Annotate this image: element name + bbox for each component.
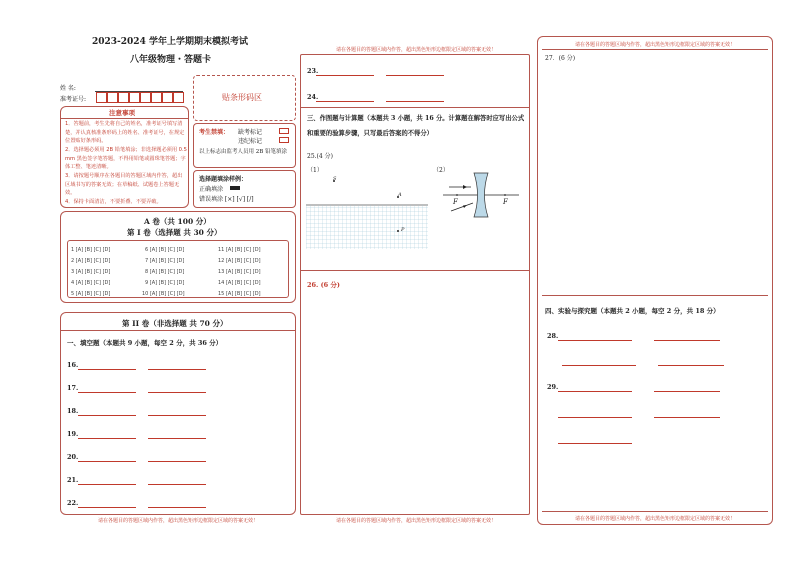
q27-label: 27．(6 分) — [545, 55, 576, 62]
answer-line[interactable] — [316, 75, 374, 76]
fill-correct-label: 正确填涂 — [199, 186, 224, 193]
notes-divider — [61, 118, 188, 119]
exam-id-digit-box[interactable] — [173, 92, 184, 103]
answer-line[interactable] — [558, 443, 632, 444]
answer-line[interactable] — [78, 438, 136, 439]
section4-divider — [542, 295, 768, 296]
fill-example-title: 选择题填涂样例： — [199, 176, 248, 183]
section3-title: 三、作图题与计算题（本题共 3 小题，共 16 分。计算题在解答时应写出公式和重要的验算步骤，只写最后答案的不得分） — [307, 115, 525, 137]
section-a-box — [60, 211, 296, 303]
right-column-box — [537, 36, 773, 525]
answer-line[interactable] — [562, 365, 636, 366]
question-number: 20. — [67, 453, 79, 461]
part1-title: 第 I 卷（选择题 共 30 分） — [127, 228, 222, 237]
question-number: 16. — [67, 361, 79, 369]
answer-line[interactable] — [148, 392, 206, 393]
point-a-label: A — [398, 192, 402, 198]
answer-line[interactable] — [78, 369, 136, 370]
q24-number: 24. — [307, 93, 319, 101]
question-number: 17. — [67, 384, 79, 392]
name-label: 姓 名: — [60, 85, 76, 92]
q23-number: 23. — [307, 67, 319, 75]
mcq-row[interactable]: 1 [A] [B] [C] [D] — [71, 247, 111, 253]
mcq-row[interactable]: 3 [A] [B] [C] [D] — [71, 269, 111, 275]
filled-sample-mark — [230, 186, 240, 190]
section-a-title: A 卷（共 100 分） — [144, 217, 211, 226]
part2-box — [60, 312, 296, 515]
mcq-row[interactable]: 9 [A] [B] [C] [D] — [145, 280, 185, 286]
answer-line[interactable] — [148, 461, 206, 462]
card-subtitle: 八年级物理・答题卡 — [130, 55, 212, 65]
point-p-label: P — [401, 227, 405, 233]
answer-line[interactable] — [386, 101, 444, 102]
answer-line[interactable] — [558, 391, 632, 392]
footer-warning: 请在各题目的答题区域内作答，超出黑色矩形边框限定区域的答案无效！ — [574, 516, 735, 522]
notes-item-4: 4．保持卡面清洁，不要折叠、不要弄破。 — [65, 199, 162, 205]
mcq-row[interactable]: 13 [A] [B] [C] [D] — [218, 269, 261, 275]
violation-label: 违纪标记 — [238, 138, 263, 145]
point-s-label: S — [333, 176, 337, 182]
mcq-row[interactable]: 14 [A] [B] [C] [D] — [218, 280, 261, 286]
section4-title: 四、实验与探究题（本题共 2 小题，每空 2 分，共 18 分） — [545, 307, 720, 315]
question-number: 18. — [67, 407, 79, 415]
answer-line[interactable] — [78, 392, 136, 393]
answer-line[interactable] — [148, 507, 206, 508]
figure2-lens-diagram — [441, 171, 521, 221]
notes-item-3: 3．请按题号顺序在各题目的答题区域内作答，超出区域书写的答案无效；在草稿纸、试题卷上答题无效。 — [65, 173, 183, 196]
exam-id-label: 准考证号: — [60, 96, 87, 103]
mcq-row[interactable]: 15 [A] [B] [C] [D] — [218, 291, 261, 297]
question-number: 21. — [67, 476, 79, 484]
barcode-area — [193, 75, 296, 121]
focus-left-label: F — [453, 198, 458, 206]
answer-line[interactable] — [316, 101, 374, 102]
mcq-row[interactable]: 5 [A] [B] [C] [D] — [71, 291, 111, 297]
violation-checkbox[interactable] — [279, 137, 289, 143]
answer-line[interactable] — [558, 340, 632, 341]
right-header-divider — [542, 49, 768, 50]
q26-label: 26. (6 分) — [307, 281, 341, 289]
mcq-row[interactable]: 7 [A] [B] [C] [D] — [145, 258, 185, 264]
header-warning: 请在各题目的答题区域内作答，超出黑色矩形边框限定区域的答案无效！ — [574, 42, 735, 48]
mcq-row[interactable]: 12 [A] [B] [C] [D] — [218, 258, 261, 264]
header-warning: 请在各题目的答题区域内作答，超出黑色矩形边框限定区域的答案无效！ — [335, 47, 496, 53]
notes-title: 注意事项 — [109, 109, 135, 117]
exam-id-digit-box[interactable] — [107, 92, 118, 103]
mcq-row[interactable]: 6 [A] [B] [C] [D] — [145, 247, 185, 253]
absent-label: 缺考标记 — [238, 129, 263, 136]
barcode-label: 贴条形码区 — [222, 93, 262, 102]
part2-title: 第 II 卷（非选择题 共 70 分） — [122, 319, 228, 328]
exam-id-digit-box[interactable] — [151, 92, 162, 103]
answer-line[interactable] — [78, 415, 136, 416]
answer-line[interactable] — [654, 340, 720, 341]
exam-id-digit-box[interactable] — [118, 92, 129, 103]
answer-line[interactable] — [386, 75, 444, 76]
section3-divider — [301, 107, 529, 108]
absence-box — [193, 123, 296, 168]
answer-line[interactable] — [78, 484, 136, 485]
figure2-label: （2） — [433, 167, 449, 174]
figure1-label: （1） — [307, 167, 323, 174]
notes-item-1: 1．答题前，考生先将自己的姓名，准考证号填写清楚，并认真核准条形码上的姓名、准考证号，在规定位置贴好条形码。 — [65, 121, 185, 144]
fill-wrong-label: 错误填涂 [×] [√] [/] — [199, 196, 254, 203]
answer-line[interactable] — [78, 461, 136, 462]
q26-divider — [301, 270, 529, 271]
absence-note: 以上标志由监考人员用 2B 铅笔填涂 — [199, 149, 288, 155]
middle-column-box — [300, 54, 530, 515]
exam-id-digit-box[interactable] — [162, 92, 173, 103]
exam-id-digit-box[interactable] — [140, 92, 151, 103]
answer-line[interactable] — [148, 484, 206, 485]
figure1-water-diagram — [306, 171, 428, 249]
part2-divider — [61, 330, 295, 331]
q28-number: 28. — [547, 332, 559, 340]
question-number: 22. — [67, 499, 79, 507]
answer-line[interactable] — [558, 417, 632, 418]
question-number: 19. — [67, 430, 79, 438]
exam-id-digit-box[interactable] — [129, 92, 140, 103]
exam-title: 2023-2024 学年上学期期末模拟考试 — [92, 37, 248, 47]
mcq-row[interactable]: 2 [A] [B] [C] [D] — [71, 258, 111, 264]
footer-warning: 请在各题目的答题区域内作答，超出黑色矩形边框限定区域的答案无效！ — [97, 518, 258, 524]
absence-title: 考生禁填： — [199, 129, 230, 136]
answer-line[interactable] — [78, 507, 136, 508]
answer-line[interactable] — [654, 417, 720, 418]
notes-box — [60, 106, 189, 208]
mcq-row[interactable]: 4 [A] [B] [C] [D] — [71, 280, 111, 286]
mcq-row[interactable]: 8 [A] [B] [C] [D] — [145, 269, 185, 275]
answer-line[interactable] — [148, 438, 206, 439]
focus-right-label: F — [503, 198, 508, 206]
answer-line[interactable] — [148, 415, 206, 416]
answer-line[interactable] — [654, 391, 720, 392]
fill-example-box — [193, 170, 296, 208]
mcq-row[interactable]: 10 [A] [B] [C] [D] — [142, 291, 185, 297]
mcq-row[interactable]: 11 [A] [B] [C] [D] — [218, 247, 261, 253]
absent-checkbox[interactable] — [279, 128, 289, 134]
q29-number: 29. — [547, 383, 559, 391]
fill-section-title: 一、填空题（本题共 9 小题，每空 2 分，共 36 分） — [67, 339, 223, 347]
answer-line[interactable] — [658, 365, 724, 366]
answer-line[interactable] — [148, 369, 206, 370]
exam-id-digit-box[interactable] — [96, 92, 107, 103]
notes-item-2: 2．选择题必须用 2B 铅笔填涂；非选择题必须用 0.5 mm 黑色签字笔答题，不得用铅笔或圆珠笔答题；字体工整、笔迹清晰。 — [65, 147, 187, 170]
q25-label: 25.(4 分) — [307, 153, 333, 160]
footer-warning: 请在各题目的答题区域内作答，超出黑色矩形边框限定区域的答案无效！ — [335, 518, 496, 524]
right-footer-divider — [542, 511, 768, 512]
